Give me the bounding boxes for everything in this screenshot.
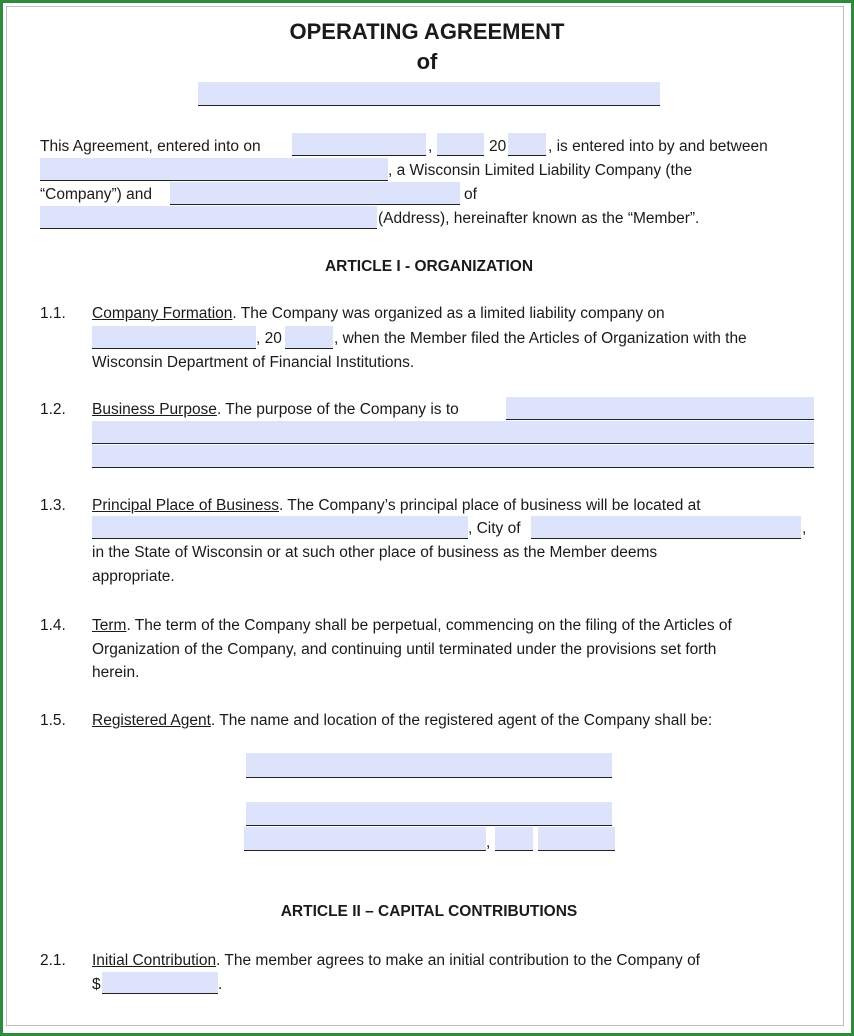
section-2-1-text — [92, 952, 700, 970]
section-2-1-body: . The member agrees to make an initial contribution to the Company of — [216, 952, 700, 969]
section-1-5-number: 1.5. — [40, 712, 66, 729]
preamble-comma: , — [428, 138, 433, 155]
member-address-field[interactable] — [40, 206, 377, 229]
registered-agent-street-field[interactable] — [246, 802, 612, 826]
section-1-3-body-2: in the State of Wisconsin or at such other place of business as the Member deems — [92, 544, 658, 561]
section-2-1-period: . — [218, 976, 223, 993]
agreement-date-field[interactable] — [292, 133, 426, 156]
business-purpose-field-3[interactable] — [92, 445, 814, 468]
section-1-5-label: Registered Agent — [92, 712, 211, 729]
section-1-4-text — [92, 617, 732, 635]
section-1-1-label: Company Formation — [92, 305, 233, 322]
preamble-year-prefix: 20 — [489, 138, 507, 155]
principal-city-field[interactable] — [531, 516, 801, 539]
preamble-text-5: of — [464, 186, 477, 203]
section-1-4-body-3: herein. — [92, 664, 140, 681]
section-1-3-comma: , — [802, 520, 807, 537]
section-1-3-label: Principal Place of Business — [92, 497, 279, 514]
preamble-text-4: “Company”) and — [40, 186, 152, 203]
section-1-2-number: 1.2. — [40, 401, 66, 418]
article-1-heading: ARTICLE I - ORGANIZATION — [324, 258, 534, 275]
article-2-heading: ARTICLE II – CAPITAL CONTRIBUTIONS — [280, 903, 578, 920]
initial-contribution-field[interactable] — [102, 972, 218, 994]
section-1-3-body-3: appropriate. — [92, 568, 175, 585]
company-name-field[interactable] — [198, 82, 660, 106]
registered-agent-city-field[interactable] — [244, 827, 486, 851]
section-1-4-label: Term — [92, 617, 127, 634]
section-1-5-comma: , — [486, 834, 491, 851]
section-1-3-text — [92, 497, 701, 515]
business-purpose-field-1[interactable] — [506, 397, 814, 420]
section-1-3-number: 1.3. — [40, 497, 66, 514]
section-1-4-body: . The term of the Company shall be perpetual, commencing on the filing of the Articles of — [126, 617, 732, 634]
section-1-1-body-3: Wisconsin Department of Financial Institutions. — [92, 354, 415, 371]
section-1-3-body: . The Company’s principal place of business will be located at — [278, 497, 701, 514]
section-1-5-text — [92, 712, 712, 730]
business-purpose-field-2[interactable] — [92, 421, 814, 444]
preamble-text-2: , is entered into by and between — [548, 138, 768, 155]
agreement-year-field[interactable] — [508, 133, 546, 156]
section-1-4-number: 1.4. — [40, 617, 66, 634]
section-1-1-text — [92, 305, 665, 323]
member-name-field[interactable] — [170, 182, 460, 205]
preamble-text-3: , a Wisconsin Limited Liability Company (the — [388, 162, 693, 179]
section-1-1-number: 1.1. — [40, 305, 66, 322]
registered-agent-name-field[interactable] — [246, 753, 612, 778]
section-1-3-city: , City of — [468, 520, 521, 537]
preamble-text-1: This Agreement, entered into on — [40, 138, 261, 155]
section-2-1-label: Initial Contribution — [92, 952, 217, 969]
section-1-1-body-2: , when the Member filed the Articles of Organization with the — [334, 330, 747, 347]
principal-address-field[interactable] — [92, 516, 468, 539]
preamble-text-6: (Address), hereinafter known as the “Member”. — [378, 210, 700, 227]
company-name-field-2[interactable] — [40, 158, 388, 181]
registered-agent-zip-field[interactable] — [538, 827, 615, 851]
section-2-1-dollar: $ — [92, 976, 101, 993]
section-1-4-body-2: Organization of the Company, and continuing until terminated under the provisions set forth — [92, 641, 717, 658]
document-title: OPERATING AGREEMENT — [289, 19, 565, 44]
section-1-2-body: . The purpose of the Company is to — [216, 401, 459, 418]
formation-year-field[interactable] — [285, 326, 333, 349]
formation-date-field[interactable] — [92, 326, 256, 349]
document-title-of: of — [416, 49, 438, 74]
section-1-2-label: Business Purpose — [92, 401, 217, 418]
agreement-day-field[interactable] — [437, 133, 484, 156]
section-1-1-year-prefix: , 20 — [256, 330, 282, 347]
section-2-1-number: 2.1. — [40, 952, 66, 969]
section-1-2-text — [92, 401, 459, 419]
section-1-1-body: . The Company was organized as a limited liability company on — [232, 305, 665, 322]
section-1-5-body: . The name and location of the registered agent of the Company shall be: — [210, 712, 713, 729]
registered-agent-state-field[interactable] — [495, 827, 533, 851]
